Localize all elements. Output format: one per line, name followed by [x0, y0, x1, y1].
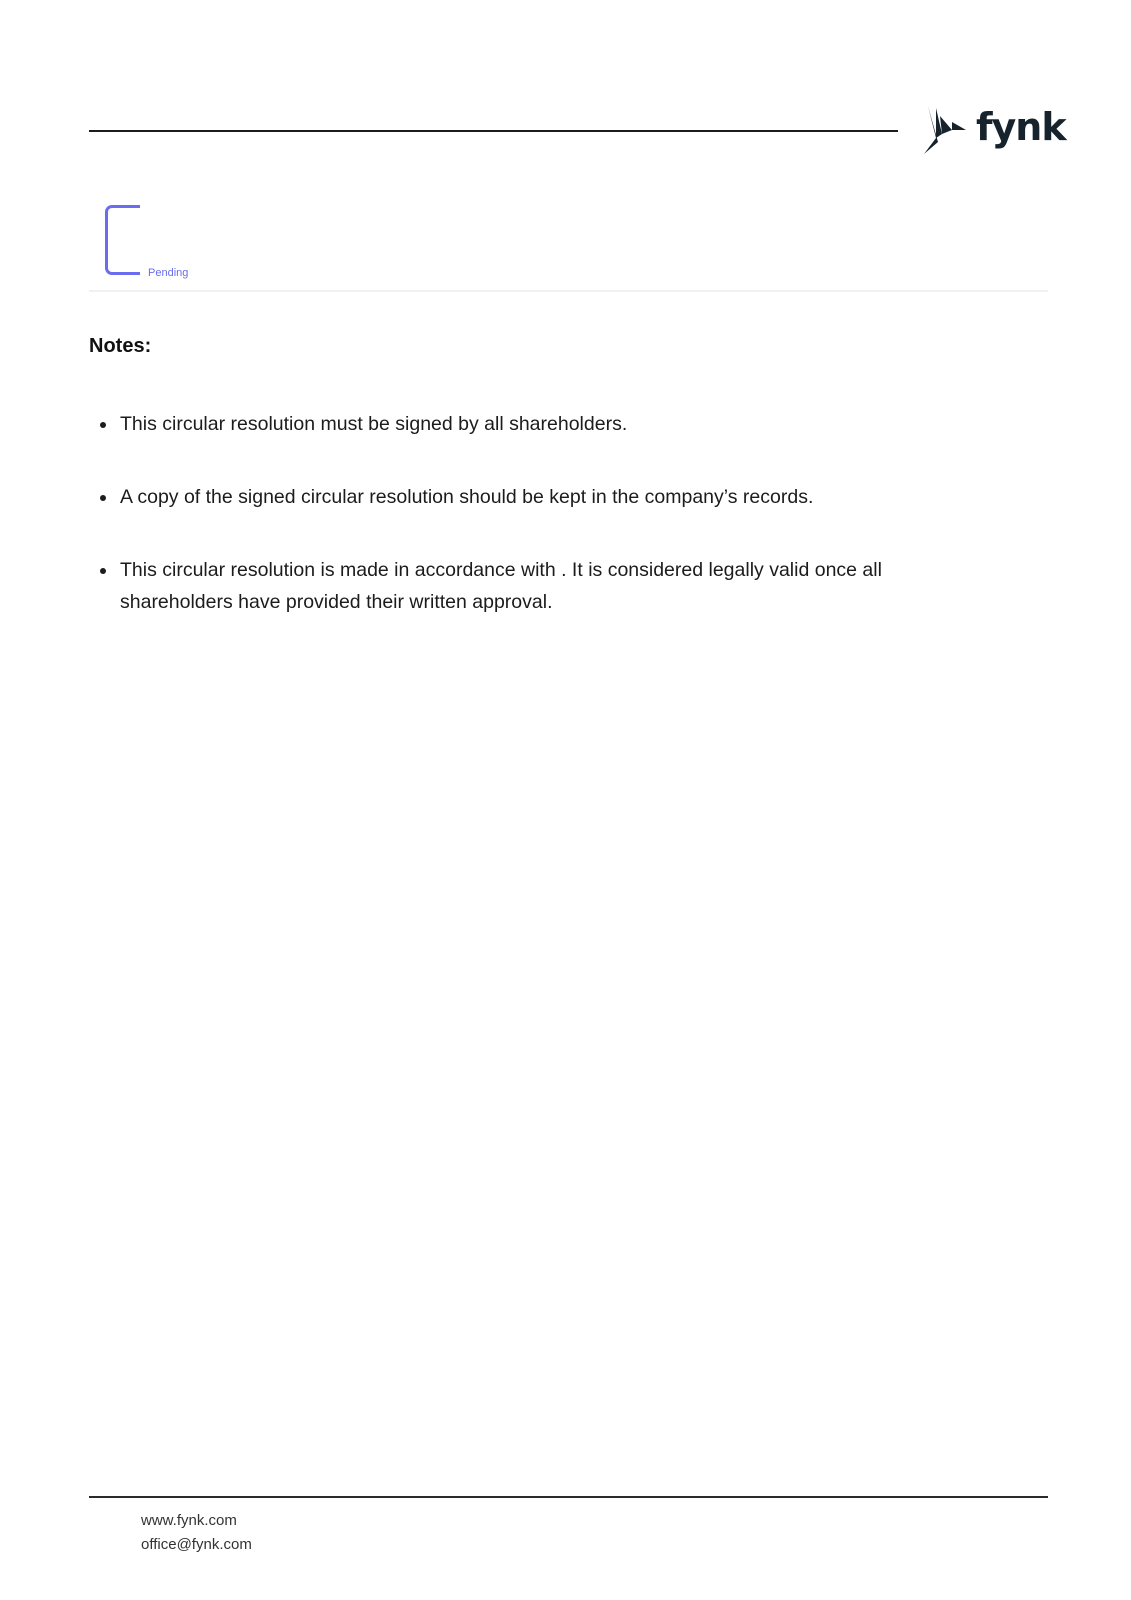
- signature-block: [89, 200, 1048, 292]
- note-text: This circular resolution must be signed by all shareholders.: [120, 413, 628, 435]
- footer: [141, 1509, 252, 1557]
- note-item: [89, 481, 989, 513]
- signature-status: Pending: [148, 267, 189, 279]
- footer-website[interactable]: www.fynk.com: [141, 1512, 237, 1529]
- note-item: [89, 554, 989, 618]
- origami-bird-icon: [922, 104, 968, 156]
- bullet-icon: [100, 495, 106, 501]
- bullet-icon: [100, 422, 106, 428]
- notes-list: [89, 408, 989, 659]
- footer-email[interactable]: office@fynk.com: [141, 1536, 252, 1553]
- signature-placeholder[interactable]: [105, 205, 140, 275]
- footer-divider: [89, 1496, 1048, 1498]
- note-text: This circular resolution is made in accordance with . It is considered legally valid once all shareholders have provided their written approval.: [120, 559, 882, 613]
- logo-text: fynk: [976, 105, 1066, 149]
- bullet-icon: [100, 568, 106, 574]
- note-text: A copy of the signed circular resolution should be kept in the company’s records.: [120, 486, 814, 508]
- notes-heading: Notes:: [89, 335, 152, 357]
- header-divider: [89, 130, 898, 132]
- fynk-logo: [922, 104, 1066, 156]
- note-item: [89, 408, 989, 440]
